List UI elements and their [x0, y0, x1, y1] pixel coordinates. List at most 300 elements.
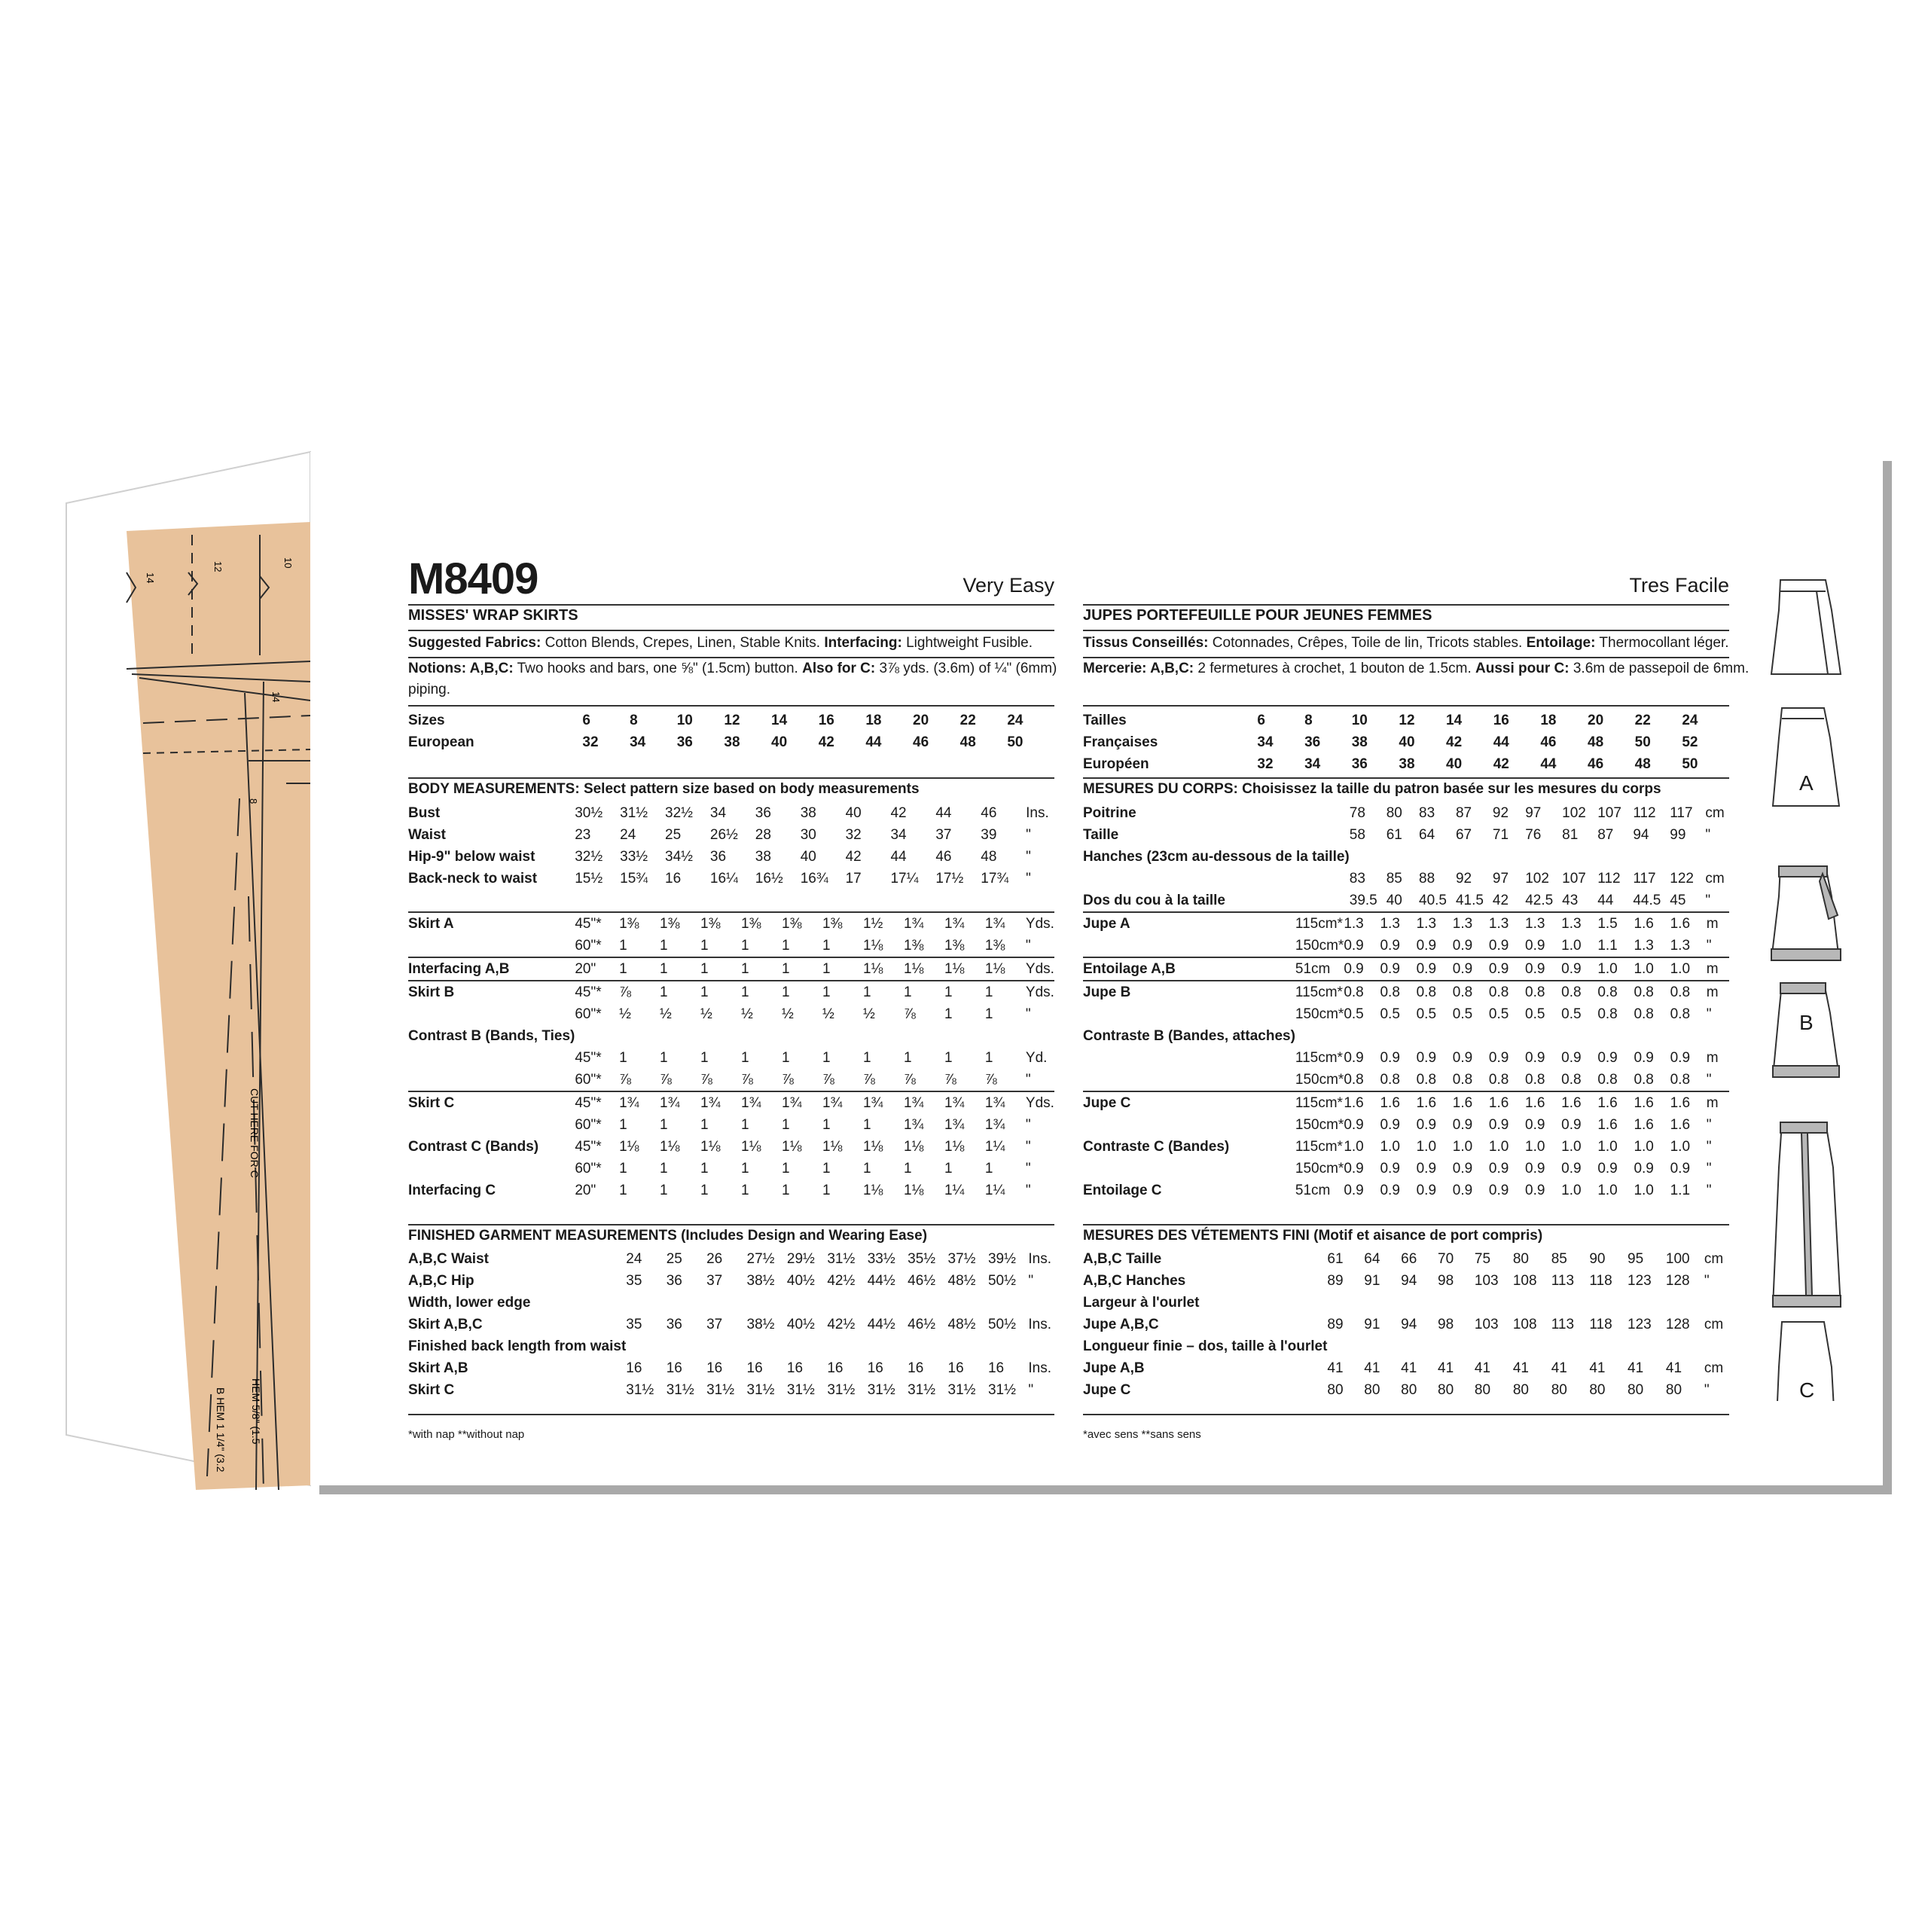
table-cell: ½ — [741, 1006, 753, 1022]
table-cell: 0.9 — [1344, 937, 1364, 954]
table-row — [1083, 1136, 1729, 1158]
table-cell: 31½ — [947, 1381, 976, 1398]
table-cell: 40 — [1446, 755, 1463, 772]
table-cell: 16 — [947, 1360, 964, 1376]
table-cell: 14 — [1446, 712, 1463, 728]
table-cell: 40½ — [786, 1316, 815, 1332]
table-cell: 0.9 — [1670, 1160, 1691, 1177]
table-cell: 40 — [1399, 734, 1415, 750]
sizes-table-en — [408, 710, 1054, 753]
table-cell: ⅞ — [984, 1071, 997, 1088]
table-cell: 15½ — [575, 870, 603, 887]
table-cell — [706, 1292, 746, 1314]
table-cell: 1.6 — [1634, 1091, 1670, 1114]
table-cell: 1.0 — [1597, 957, 1634, 981]
table-cell: 113 — [1551, 1272, 1575, 1289]
table-cell: 0.8 — [1380, 981, 1416, 1003]
title-en: MISSES' WRAP SKIRTS — [408, 607, 578, 624]
table-cell: 36 — [666, 1272, 682, 1289]
divider — [1083, 777, 1729, 779]
table-cell: ⅞ — [782, 1071, 794, 1088]
table-cell: 1¾ — [904, 1091, 944, 1114]
table-cell: 1¾ — [985, 1091, 1026, 1114]
table-cell: 0.9 — [1525, 957, 1561, 981]
table-cell: 0.8 — [1488, 1071, 1509, 1088]
table-cell: 1⅜ — [741, 912, 782, 935]
table-cell — [1562, 846, 1597, 868]
table-cell — [1597, 1025, 1634, 1047]
table-cell — [747, 1335, 787, 1357]
table-row — [408, 1180, 1054, 1201]
table-cell — [1551, 1292, 1590, 1314]
table-cell: 25 — [666, 1250, 682, 1267]
table-row — [1083, 802, 1729, 824]
table-cell: 41 — [1551, 1360, 1567, 1376]
table-cell — [1589, 1335, 1628, 1357]
table-cell: 117 — [1633, 870, 1656, 887]
table-cell: 1 — [904, 981, 944, 1003]
table-cell: 128 — [1665, 1272, 1690, 1289]
table-cell — [988, 1335, 1028, 1357]
table-cell: 0.9 — [1670, 1049, 1691, 1066]
table-cell: 46 — [1588, 755, 1604, 772]
table-cell: 0.8 — [1525, 981, 1561, 1003]
table-cell: 108 — [1512, 1272, 1537, 1289]
row-label — [1083, 868, 1350, 890]
row-label: Hanches (23cm au-dessous de la taille) — [1083, 848, 1350, 865]
table-cell: ½ — [822, 1006, 834, 1022]
unit-cell: Yds. — [1026, 957, 1054, 981]
unit-cell — [1028, 1292, 1054, 1314]
divider — [1083, 630, 1729, 631]
fabric-width: 45"* — [575, 912, 619, 935]
table-cell — [1561, 1025, 1597, 1047]
table-cell — [787, 1335, 827, 1357]
table-cell: 1 — [903, 1049, 912, 1066]
table-cell: 0.9 — [1416, 1116, 1437, 1133]
fabric-width: 150cm* — [1295, 1116, 1344, 1133]
table-cell: 0.9 — [1597, 1049, 1618, 1066]
table-cell — [908, 1292, 947, 1314]
table-cell: 67 — [1455, 826, 1472, 843]
table-cell — [1475, 1292, 1513, 1314]
table-cell: 36 — [666, 1316, 682, 1332]
table-cell: 1⅛ — [944, 957, 985, 981]
table-cell: 85 — [1386, 870, 1402, 887]
row-label: Contraste C (Bandes) — [1083, 1138, 1230, 1155]
table-row — [408, 1248, 1054, 1270]
row-label: Skirt A,B — [408, 1360, 468, 1376]
table-cell: 31½ — [827, 1250, 856, 1267]
table-cell: 80 — [1327, 1381, 1344, 1398]
table-cell: 0.8 — [1453, 981, 1489, 1003]
table-cell: 34 — [1304, 755, 1321, 772]
table-cell: 41 — [1438, 1360, 1454, 1376]
table-cell: 16 — [626, 1360, 642, 1376]
table-cell: 0.9 — [1525, 1160, 1545, 1177]
table-cell — [1666, 1292, 1704, 1314]
unit-cell: m — [1707, 912, 1729, 935]
notions-text: Two hooks and bars, one ⅝" (1.5cm) button. — [517, 661, 798, 676]
notions-line-fr — [1083, 661, 1749, 677]
unit-cell: cm — [1704, 1316, 1724, 1332]
row-label — [1083, 1003, 1295, 1025]
table-cell — [626, 1292, 666, 1314]
table-cell: 32½ — [665, 804, 693, 821]
notions-label-fr: Mercerie: A,B,C: — [1083, 661, 1194, 676]
body-heading-en: BODY MEASUREMENTS: Select pattern size based on body measurements — [408, 781, 920, 797]
table-cell — [1419, 846, 1456, 868]
table-cell: 1⅜ — [944, 937, 965, 954]
table-cell: 1 — [700, 981, 741, 1003]
table-cell: ⅞ — [822, 1071, 834, 1088]
table-row — [1083, 912, 1729, 935]
row-label: Entoilage C — [1083, 1182, 1162, 1198]
pattern-number: M8409 — [408, 554, 538, 603]
table-cell: 1.3 — [1489, 912, 1525, 935]
table-cell: 37 — [706, 1316, 723, 1332]
table-cell: 44 — [1493, 734, 1509, 750]
table-cell: 50 — [1634, 734, 1651, 750]
table-cell: 66 — [1401, 1250, 1417, 1267]
unit-cell: " — [1026, 826, 1031, 843]
fabrics-label-fr: Tissus Conseillés: — [1083, 635, 1209, 651]
table-row — [1083, 1270, 1729, 1292]
table-cell: 0.9 — [1416, 1160, 1437, 1177]
table-cell: 103 — [1474, 1272, 1499, 1289]
table-cell: 16 — [706, 1360, 723, 1376]
table-cell: 1.0 — [1416, 1138, 1437, 1155]
view-label-c: C — [1799, 1378, 1815, 1402]
table-cell: 1¾ — [782, 1091, 822, 1114]
divider — [1083, 604, 1729, 606]
table-cell: 1.6 — [1670, 1091, 1707, 1114]
table-row — [408, 1292, 1054, 1314]
row-label: Françaises — [1083, 734, 1158, 750]
table-cell: 0.9 — [1344, 1049, 1364, 1066]
table-cell: 0.9 — [1380, 1049, 1400, 1066]
divider — [408, 1414, 1054, 1415]
unit-cell: " — [1025, 937, 1031, 954]
row-label: Dos du cou à la taille — [1083, 892, 1225, 908]
table-cell: 0.9 — [1380, 1182, 1400, 1198]
unit-cell — [1028, 1335, 1054, 1357]
fabric-width: 115cm* — [1295, 1049, 1343, 1066]
table-cell: 0.9 — [1489, 957, 1525, 981]
fabric-width: 150cm* — [1295, 1071, 1344, 1088]
table-cell: 42½ — [827, 1272, 856, 1289]
table-cell: 100 — [1665, 1250, 1690, 1267]
table-cell: 0.9 — [1416, 1182, 1437, 1198]
table-cell: 0.9 — [1488, 1049, 1509, 1066]
table-cell: 0.9 — [1452, 1160, 1473, 1177]
table-cell: 1.3 — [1344, 912, 1380, 935]
table-cell: 1.3 — [1561, 912, 1597, 935]
table-cell: 95 — [1628, 1250, 1644, 1267]
table-cell: 1 — [660, 1160, 668, 1177]
unit-cell: " — [1705, 892, 1711, 908]
table-cell — [619, 1025, 660, 1047]
table-cell: 41 — [1628, 1360, 1644, 1376]
table-row — [408, 1003, 1054, 1025]
table-cell: 28 — [755, 826, 771, 843]
table-cell: 40 — [845, 804, 862, 821]
table-cell: 46 — [981, 804, 997, 821]
table-cell — [1453, 1025, 1489, 1047]
table-cell: 1¼ — [944, 1182, 965, 1198]
table-cell: 1.3 — [1634, 937, 1654, 954]
table-cell: 29½ — [786, 1250, 815, 1267]
table-cell: 108 — [1512, 1316, 1537, 1332]
row-label: Tailles — [1083, 712, 1127, 728]
table-cell: 0.5 — [1416, 1006, 1437, 1022]
yardage-table-en — [408, 911, 1054, 1201]
notions-label: Notions: A,B,C: — [408, 661, 514, 676]
table-row — [408, 935, 1054, 957]
table-cell — [741, 1025, 782, 1047]
table-cell: 1¾ — [944, 1091, 985, 1114]
table-cell: 0.8 — [1597, 1006, 1618, 1022]
table-cell: 36 — [709, 848, 727, 865]
table-cell: 80 — [1589, 1381, 1606, 1398]
table-cell — [1380, 1025, 1416, 1047]
table-cell: 32½ — [575, 848, 603, 865]
table-cell: 1⅛ — [903, 1182, 924, 1198]
row-label: Bust — [408, 804, 441, 821]
table-cell: 24 — [1682, 712, 1698, 728]
table-cell: 42.5 — [1525, 892, 1554, 908]
table-cell: 46 — [913, 734, 929, 750]
table-cell: 44½ — [867, 1272, 895, 1289]
table-cell — [660, 1025, 700, 1047]
table-cell: 0.9 — [1417, 957, 1453, 981]
table-cell: 1⅛ — [985, 957, 1026, 981]
table-cell: 25 — [665, 826, 682, 843]
fabric-width: 45"* — [575, 981, 619, 1003]
view-thumbnails — [1756, 572, 1862, 1401]
table-cell: 1 — [822, 1160, 831, 1177]
body-heading-fr: MESURES DU CORPS: Choisissez la taille du patron basée sur les mesures du corps — [1083, 781, 1661, 797]
interfacing-text: Lightweight Fusible. — [906, 635, 1033, 651]
unit-cell: " — [1706, 1138, 1712, 1155]
table-cell: 94 — [1401, 1316, 1417, 1332]
table-cell: 80 — [1512, 1250, 1529, 1267]
table-cell: 44 — [1597, 892, 1614, 908]
table-row — [408, 1379, 1054, 1401]
unit-cell: Ins. — [1026, 804, 1049, 821]
fabrics-text-fr: Cotonnades, Crêpes, Toile de lin, Tricots stables. — [1212, 635, 1523, 651]
table-cell: 0.5 — [1561, 1006, 1582, 1022]
table-cell — [868, 1335, 908, 1357]
table-cell: 40 — [800, 848, 816, 865]
table-cell: 1⅛ — [904, 957, 944, 981]
table-cell: 118 — [1589, 1316, 1612, 1332]
table-cell: 1.0 — [1670, 1138, 1691, 1155]
table-cell: 34½ — [665, 848, 693, 865]
row-label: Jupe C — [1083, 1091, 1295, 1114]
table-cell: 0.8 — [1452, 1071, 1473, 1088]
table-cell — [1597, 846, 1633, 868]
table-cell: 0.9 — [1344, 1160, 1364, 1177]
table-cell: 41 — [1401, 1360, 1417, 1376]
table-row — [408, 912, 1054, 935]
table-cell: 1 — [944, 1049, 953, 1066]
table-cell: 1 — [619, 1160, 627, 1177]
table-row — [408, 1158, 1054, 1180]
row-label: A,B,C Taille — [1083, 1250, 1162, 1267]
table-cell: 31½ — [626, 1381, 654, 1398]
row-label: Skirt B — [408, 981, 575, 1003]
table-cell — [948, 1335, 988, 1357]
table-cell: 1⅜ — [700, 912, 741, 935]
table-cell — [827, 1335, 867, 1357]
table-cell: 89 — [1327, 1272, 1344, 1289]
unit-cell: " — [1028, 1272, 1034, 1289]
unit-cell: " — [1706, 1006, 1712, 1022]
unit-cell: " — [1026, 870, 1031, 887]
table-cell: 1⅜ — [660, 912, 700, 935]
table-cell: 0.8 — [1597, 981, 1634, 1003]
table-cell: 1⅛ — [619, 1138, 639, 1155]
table-cell: 38 — [724, 734, 740, 750]
unit-cell: " — [1705, 826, 1711, 843]
table-row — [1083, 1158, 1729, 1180]
table-cell: ½ — [619, 1006, 631, 1022]
table-cell: 1 — [903, 1160, 912, 1177]
table-cell — [1634, 1025, 1670, 1047]
table-cell: 41 — [1589, 1360, 1606, 1376]
table-cell: ½ — [700, 1006, 712, 1022]
row-label: Contraste B (Bandes, attaches) — [1083, 1027, 1295, 1044]
table-cell: 1 — [984, 1160, 993, 1177]
table-cell: 1.0 — [1561, 937, 1582, 954]
table-cell: 34 — [630, 734, 646, 750]
table-cell: 1 — [741, 1182, 749, 1198]
table-cell: 1 — [619, 1049, 627, 1066]
row-label: Européen — [1083, 755, 1149, 772]
table-row — [408, 1091, 1054, 1114]
table-cell: 1 — [782, 981, 822, 1003]
table-cell: 16 — [987, 1360, 1005, 1376]
table-cell: 0.9 — [1344, 1116, 1364, 1133]
table-cell: 0.9 — [1452, 1049, 1473, 1066]
table-row — [1083, 731, 1729, 753]
footnote-en: *with nap **without nap — [408, 1428, 525, 1441]
table-cell: 31½ — [706, 1381, 735, 1398]
table-cell — [1670, 846, 1705, 868]
table-cell: 16½ — [755, 870, 783, 887]
row-label — [408, 1047, 575, 1069]
table-cell: 44 — [890, 848, 907, 865]
table-cell: 85 — [1551, 1250, 1567, 1267]
table-cell: 97 — [1492, 870, 1509, 887]
table-row — [408, 957, 1054, 981]
table-cell: 1⅜ — [822, 912, 863, 935]
table-cell: 1.0 — [1561, 1182, 1582, 1198]
row-label: Interfacing C — [408, 1182, 496, 1198]
table-cell: 1 — [944, 1006, 953, 1022]
unit-cell: " — [1026, 848, 1031, 865]
table-cell: 0.8 — [1380, 1071, 1400, 1088]
table-cell: 87 — [1597, 826, 1614, 843]
table-cell: 1 — [822, 1049, 831, 1066]
table-cell: 31½ — [786, 1381, 815, 1398]
table-row — [408, 1314, 1054, 1335]
table-row — [408, 1270, 1054, 1292]
table-cell: 46 — [1540, 734, 1557, 750]
table-cell — [985, 1025, 1026, 1047]
row-label: Back-neck to waist — [408, 870, 538, 887]
table-cell: 18 — [865, 712, 882, 728]
row-label: Width, lower edge — [408, 1294, 531, 1311]
also-text-fr: 3.6m de passepoil de 6mm. — [1573, 661, 1750, 676]
table-cell: 64 — [1364, 1250, 1380, 1267]
view-a-front — [1771, 580, 1841, 674]
unit-cell: Ins. — [1028, 1360, 1051, 1376]
fabric-width: 60"* — [575, 1116, 602, 1133]
table-cell: 0.5 — [1488, 1006, 1509, 1022]
table-cell: 1 — [700, 957, 741, 981]
unit-cell: " — [1706, 1116, 1712, 1133]
table-cell: 1.6 — [1634, 1116, 1654, 1133]
table-cell: 1¾ — [904, 912, 944, 935]
fabric-width: 150cm* — [1295, 937, 1344, 954]
table-cell: 1 — [700, 1160, 709, 1177]
table-cell: 117 — [1670, 804, 1693, 821]
row-label: Finished back length from waist — [408, 1338, 627, 1354]
table-cell: 1¾ — [822, 1091, 863, 1114]
table-cell: 27½ — [746, 1250, 775, 1267]
table-cell: 1 — [660, 937, 668, 954]
table-cell: 44.5 — [1633, 892, 1661, 908]
table-cell: 0.9 — [1525, 1049, 1545, 1066]
table-cell: 1 — [782, 1049, 790, 1066]
table-cell: 18 — [1540, 712, 1557, 728]
row-label: European — [408, 734, 474, 750]
table-cell: 1 — [822, 937, 831, 954]
fabrics-line — [408, 635, 1033, 652]
unit-cell: Yds. — [1026, 912, 1054, 935]
pattern-envelope-back — [310, 452, 1883, 1485]
table-cell: 61 — [1327, 1250, 1344, 1267]
table-cell — [1327, 1335, 1364, 1357]
table-cell: 1.5 — [1597, 912, 1634, 935]
table-cell: 42 — [890, 804, 907, 821]
table-cell: 0.9 — [1380, 957, 1416, 981]
table-cell: 1.6 — [1597, 1091, 1634, 1114]
row-label — [1083, 1069, 1295, 1091]
table-cell: 42 — [1493, 755, 1509, 772]
table-cell: 0.5 — [1380, 1006, 1400, 1022]
table-cell: 1⅛ — [944, 1138, 965, 1155]
table-cell: 118 — [1589, 1272, 1612, 1289]
table-cell: 17 — [845, 870, 862, 887]
row-label: A,B,C Hanches — [1083, 1272, 1186, 1289]
also-label-fr: Aussi pour C: — [1475, 661, 1570, 676]
table-cell — [1456, 846, 1493, 868]
fabric-width: 20" — [575, 957, 619, 981]
table-cell: 1.6 — [1525, 1091, 1561, 1114]
finished-heading-fr: MESURES DES VÉTEMENTS FINI (Motif et aisance de port compris) — [1083, 1228, 1543, 1244]
table-row — [408, 1335, 1054, 1357]
table-cell: 0.9 — [1452, 1116, 1473, 1133]
table-cell: ⅞ — [903, 1006, 916, 1022]
table-cell: 0.8 — [1417, 981, 1453, 1003]
table-row — [1083, 1003, 1729, 1025]
table-cell — [827, 1292, 867, 1314]
row-label — [408, 1069, 575, 1091]
table-row — [408, 1025, 1054, 1047]
